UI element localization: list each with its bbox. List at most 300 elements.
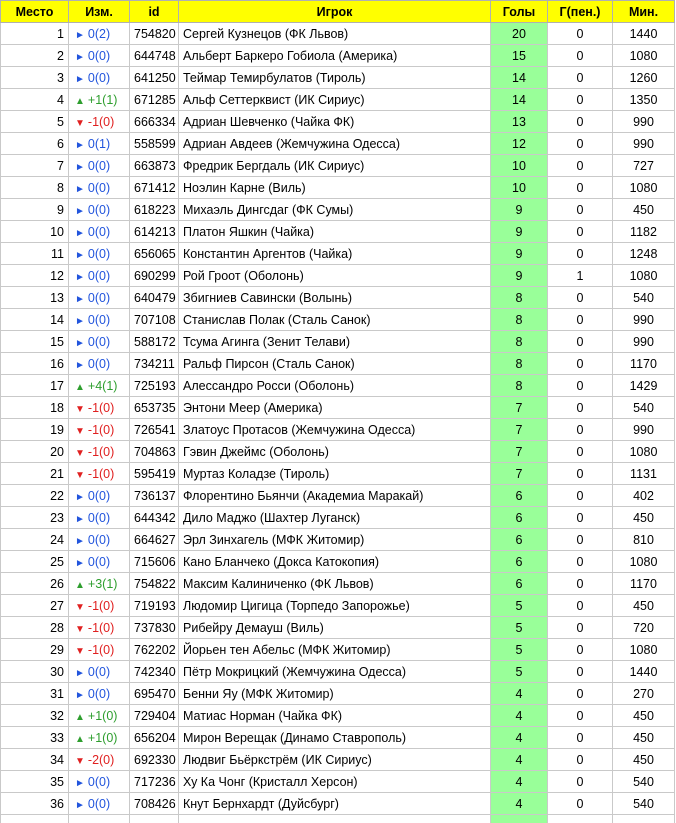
arrow-down-icon: ▼ — [75, 447, 85, 459]
change-value: 0(0) — [87, 290, 111, 305]
change-value: 0(0) — [87, 532, 111, 547]
penalties-cell: 0 — [548, 309, 613, 331]
change-value: -2(0) — [87, 752, 115, 767]
place-cell: 17 — [1, 375, 69, 397]
penalties-cell: 0 — [548, 331, 613, 353]
change-cell — [69, 551, 130, 573]
place-cell: 21 — [1, 463, 69, 485]
id-cell: 734211 — [130, 353, 179, 375]
id-cell: 644342 — [130, 507, 179, 529]
change-cell — [69, 771, 130, 793]
table-row[interactable] — [1, 595, 675, 617]
change-value: 0(0) — [87, 224, 111, 239]
id-cell: 762202 — [130, 639, 179, 661]
minutes-cell: 1080 — [613, 639, 675, 661]
id-cell: 754820 — [130, 23, 179, 45]
header-minutes[interactable]: Мин. — [613, 1, 675, 23]
change-value: 0(0) — [87, 796, 111, 811]
id-cell: 715606 — [130, 551, 179, 573]
place-cell: 29 — [1, 639, 69, 661]
change-value: -1(0) — [87, 444, 115, 459]
change-value: 0(0) — [87, 664, 111, 679]
minutes-cell: 1440 — [613, 661, 675, 683]
id-cell: 641250 — [130, 67, 179, 89]
change-value: 0(0) — [87, 70, 111, 85]
arrow-right-icon: ► — [75, 29, 85, 41]
table-row[interactable] — [1, 397, 675, 419]
goals-cell: 6 — [491, 485, 548, 507]
id-cell: 653735 — [130, 397, 179, 419]
player-cell: Мирон Верещак (Динамо Ставрополь) — [179, 727, 491, 749]
change-cell — [69, 331, 130, 353]
change-cell — [69, 221, 130, 243]
table-row[interactable] — [1, 199, 675, 221]
change-value: +4(1) — [87, 378, 118, 393]
player-cell: Альф Сеттерквист (ИК Сириус) — [179, 89, 491, 111]
table-row[interactable] — [1, 155, 675, 177]
table-row[interactable] — [1, 331, 675, 353]
player-cell: Рибейру Демауш (Виль) — [179, 617, 491, 639]
table-row[interactable] — [1, 793, 675, 815]
id-cell: 729404 — [130, 705, 179, 727]
player-cell: Константин Аргентов (Чайка) — [179, 243, 491, 265]
id-cell: 558599 — [130, 133, 179, 155]
change-cell — [69, 265, 130, 287]
goals-cell: 4 — [491, 749, 548, 771]
id-cell: 618223 — [130, 199, 179, 221]
change-value: 0(0) — [87, 356, 111, 371]
table-row-partial — [1, 815, 675, 823]
player-cell: Фредрик Бергдаль (ИК Сириус) — [179, 155, 491, 177]
change-value: 0(0) — [87, 510, 111, 525]
place-cell: 3 — [1, 67, 69, 89]
minutes-cell: 270 — [613, 683, 675, 705]
change-value: 0(0) — [87, 48, 111, 63]
change-cell — [69, 705, 130, 727]
change-cell — [69, 353, 130, 375]
goals-cell: 15 — [491, 45, 548, 67]
arrow-right-icon: ► — [75, 799, 85, 811]
table-row[interactable] — [1, 639, 675, 661]
player-cell: Ральф Пирсон (Сталь Санок) — [179, 353, 491, 375]
player-cell: Гэвин Джеймс (Оболонь) — [179, 441, 491, 463]
place-cell: 15 — [1, 331, 69, 353]
goals-cell: 13 — [491, 111, 548, 133]
minutes-cell: 540 — [613, 397, 675, 419]
goals-cell: 9 — [491, 221, 548, 243]
change-value: 0(0) — [87, 686, 111, 701]
table-row[interactable] — [1, 133, 675, 155]
header-goals[interactable]: Голы — [491, 1, 548, 23]
table-row[interactable] — [1, 441, 675, 463]
arrow-right-icon: ► — [75, 183, 85, 195]
player-cell: Эрл Зинхагель (МФК Житомир) — [179, 529, 491, 551]
table-row[interactable] — [1, 485, 675, 507]
change-value: -1(0) — [87, 620, 115, 635]
player-cell: Людвиг Бьёркстрём (ИК Сириус) — [179, 749, 491, 771]
arrow-up-icon: ▲ — [75, 381, 85, 393]
arrow-right-icon: ► — [75, 271, 85, 283]
table-row[interactable] — [1, 375, 675, 397]
change-cell — [69, 749, 130, 771]
change-cell — [69, 375, 130, 397]
change-cell — [69, 67, 130, 89]
table-row[interactable] — [1, 727, 675, 749]
penalties-cell: 0 — [548, 463, 613, 485]
player-cell: Матиас Норман (Чайка ФК) — [179, 705, 491, 727]
player-cell: Адриан Авдеев (Жемчужина Одесса) — [179, 133, 491, 155]
change-cell — [69, 485, 130, 507]
arrow-right-icon: ► — [75, 359, 85, 371]
change-cell — [69, 573, 130, 595]
id-cell: 595419 — [130, 463, 179, 485]
arrow-down-icon: ▼ — [75, 403, 85, 415]
goals-cell: 7 — [491, 419, 548, 441]
place-cell: 25 — [1, 551, 69, 573]
change-cell — [69, 661, 130, 683]
minutes-cell: 720 — [613, 617, 675, 639]
player-cell: Ху Ка Чонг (Кристалл Херсон) — [179, 771, 491, 793]
goals-cell: 5 — [491, 595, 548, 617]
table-row[interactable] — [1, 177, 675, 199]
change-cell — [69, 23, 130, 45]
table-row[interactable] — [1, 529, 675, 551]
player-cell: Муртаз Коладзе (Тироль) — [179, 463, 491, 485]
change-cell — [69, 111, 130, 133]
player-cell: Флорентино Бьянчи (Академиа Маракай) — [179, 485, 491, 507]
id-cell: 671412 — [130, 177, 179, 199]
table-row[interactable] — [1, 89, 675, 111]
minutes-cell: 1131 — [613, 463, 675, 485]
table-row[interactable] — [1, 683, 675, 705]
goals-cell: 4 — [491, 771, 548, 793]
goals-cell: 8 — [491, 375, 548, 397]
penalties-cell: 0 — [548, 243, 613, 265]
place-cell: 13 — [1, 287, 69, 309]
table-row[interactable] — [1, 463, 675, 485]
penalties-cell: 0 — [548, 507, 613, 529]
arrow-down-icon: ▼ — [75, 601, 85, 613]
arrow-right-icon: ► — [75, 535, 85, 547]
minutes-cell: 1080 — [613, 45, 675, 67]
arrow-right-icon: ► — [75, 689, 85, 701]
id-cell: 726541 — [130, 419, 179, 441]
player-cell: Златоус Протасов (Жемчужина Одесса) — [179, 419, 491, 441]
minutes-cell: 1182 — [613, 221, 675, 243]
player-cell: Михаэль Дингсдаг (ФК Сумы) — [179, 199, 491, 221]
place-cell: 26 — [1, 573, 69, 595]
empty-cell — [491, 815, 548, 823]
change-value: 0(0) — [87, 268, 111, 283]
table-row[interactable] — [1, 507, 675, 529]
change-cell — [69, 507, 130, 529]
place-cell: 18 — [1, 397, 69, 419]
table-row[interactable] — [1, 221, 675, 243]
change-value: -1(0) — [87, 466, 115, 481]
goals-cell: 9 — [491, 243, 548, 265]
table-row[interactable] — [1, 309, 675, 331]
goals-cell: 4 — [491, 683, 548, 705]
place-cell: 24 — [1, 529, 69, 551]
table-row[interactable] — [1, 243, 675, 265]
change-value: -1(0) — [87, 400, 115, 415]
place-cell: 6 — [1, 133, 69, 155]
place-cell: 35 — [1, 771, 69, 793]
place-cell: 28 — [1, 617, 69, 639]
arrow-right-icon: ► — [75, 667, 85, 679]
change-value: +1(0) — [87, 708, 118, 723]
arrow-right-icon: ► — [75, 249, 85, 261]
player-cell: Пётр Мокрицкий (Жемчужина Одесса) — [179, 661, 491, 683]
penalties-cell: 0 — [548, 67, 613, 89]
id-cell: 704863 — [130, 441, 179, 463]
empty-cell — [548, 815, 613, 823]
table-row[interactable] — [1, 749, 675, 771]
table-row[interactable] — [1, 287, 675, 309]
place-cell: 33 — [1, 727, 69, 749]
change-value: 0(0) — [87, 158, 111, 173]
arrow-right-icon: ► — [75, 139, 85, 151]
header-place[interactable]: Место — [1, 1, 69, 23]
change-cell — [69, 639, 130, 661]
goals-cell: 8 — [491, 331, 548, 353]
minutes-cell: 810 — [613, 529, 675, 551]
place-cell: 27 — [1, 595, 69, 617]
change-cell — [69, 617, 130, 639]
id-cell: 640479 — [130, 287, 179, 309]
id-cell: 656204 — [130, 727, 179, 749]
minutes-cell: 990 — [613, 111, 675, 133]
penalties-cell: 0 — [548, 221, 613, 243]
penalties-cell: 0 — [548, 419, 613, 441]
place-cell: 31 — [1, 683, 69, 705]
place-cell: 11 — [1, 243, 69, 265]
goals-cell: 8 — [491, 309, 548, 331]
change-cell — [69, 177, 130, 199]
change-value: 0(0) — [87, 774, 111, 789]
minutes-cell: 450 — [613, 507, 675, 529]
change-cell — [69, 243, 130, 265]
minutes-cell: 990 — [613, 419, 675, 441]
change-cell — [69, 155, 130, 177]
change-cell — [69, 595, 130, 617]
change-cell — [69, 199, 130, 221]
minutes-cell: 990 — [613, 133, 675, 155]
goals-cell: 7 — [491, 397, 548, 419]
place-cell: 22 — [1, 485, 69, 507]
player-cell: Платон Яшкин (Чайка) — [179, 221, 491, 243]
penalties-cell: 0 — [548, 551, 613, 573]
goals-cell: 5 — [491, 639, 548, 661]
header-change[interactable]: Изм. — [69, 1, 130, 23]
arrow-up-icon: ▲ — [75, 711, 85, 723]
arrow-up-icon: ▲ — [75, 579, 85, 591]
player-cell: Алессандро Росси (Оболонь) — [179, 375, 491, 397]
change-value: -1(0) — [87, 114, 115, 129]
place-cell: 2 — [1, 45, 69, 67]
place-cell: 32 — [1, 705, 69, 727]
player-cell: Дило Маджо (Шахтер Луганск) — [179, 507, 491, 529]
header-penalties[interactable]: Г(пен.) — [548, 1, 613, 23]
place-cell: 20 — [1, 441, 69, 463]
minutes-cell: 1080 — [613, 551, 675, 573]
table-row[interactable] — [1, 67, 675, 89]
header-player[interactable]: Игрок — [179, 1, 491, 23]
arrow-right-icon: ► — [75, 777, 85, 789]
penalties-cell: 0 — [548, 353, 613, 375]
id-cell: 656065 — [130, 243, 179, 265]
penalties-cell: 0 — [548, 397, 613, 419]
id-cell: 736137 — [130, 485, 179, 507]
change-cell — [69, 45, 130, 67]
player-cell: Людомир Цигица (Торпедо Запорожье) — [179, 595, 491, 617]
player-cell: Сергей Кузнецов (ФК Львов) — [179, 23, 491, 45]
change-cell — [69, 441, 130, 463]
player-cell: Кано Бланчеко (Докса Катокопия) — [179, 551, 491, 573]
arrow-right-icon: ► — [75, 293, 85, 305]
player-cell: Тсума Агинга (Зенит Телави) — [179, 331, 491, 353]
player-cell: Энтони Меер (Америка) — [179, 397, 491, 419]
id-cell: 588172 — [130, 331, 179, 353]
id-cell: 695470 — [130, 683, 179, 705]
goals-cell: 6 — [491, 529, 548, 551]
player-cell: Збигниев Савински (Волынь) — [179, 287, 491, 309]
penalties-cell: 0 — [548, 771, 613, 793]
place-cell: 14 — [1, 309, 69, 331]
change-cell — [69, 287, 130, 309]
table-row[interactable] — [1, 111, 675, 133]
table-row[interactable] — [1, 617, 675, 639]
penalties-cell: 0 — [548, 89, 613, 111]
penalties-cell: 0 — [548, 485, 613, 507]
player-cell: Максим Калиниченко (ФК Львов) — [179, 573, 491, 595]
minutes-cell: 990 — [613, 309, 675, 331]
change-value: 0(0) — [87, 312, 111, 327]
minutes-cell: 1248 — [613, 243, 675, 265]
minutes-cell: 727 — [613, 155, 675, 177]
penalties-cell: 0 — [548, 111, 613, 133]
table-row[interactable] — [1, 705, 675, 727]
minutes-cell: 1260 — [613, 67, 675, 89]
place-cell: 36 — [1, 793, 69, 815]
place-cell: 5 — [1, 111, 69, 133]
minutes-cell: 450 — [613, 199, 675, 221]
goals-cell: 7 — [491, 441, 548, 463]
goals-cell: 14 — [491, 89, 548, 111]
change-value: +3(1) — [87, 576, 118, 591]
minutes-cell: 402 — [613, 485, 675, 507]
change-cell — [69, 89, 130, 111]
header-id[interactable]: id — [130, 1, 179, 23]
minutes-cell: 1170 — [613, 353, 675, 375]
table-row[interactable] — [1, 353, 675, 375]
goals-cell: 4 — [491, 793, 548, 815]
place-cell: 1 — [1, 23, 69, 45]
goals-cell: 10 — [491, 155, 548, 177]
change-cell — [69, 309, 130, 331]
table-row[interactable] — [1, 551, 675, 573]
table-row[interactable] — [1, 573, 675, 595]
goals-cell: 9 — [491, 199, 548, 221]
change-cell — [69, 463, 130, 485]
player-cell: Рой Гроот (Оболонь) — [179, 265, 491, 287]
id-cell: 614213 — [130, 221, 179, 243]
penalties-cell: 0 — [548, 441, 613, 463]
id-cell: 666334 — [130, 111, 179, 133]
arrow-down-icon: ▼ — [75, 117, 85, 129]
arrow-right-icon: ► — [75, 73, 85, 85]
place-cell: 10 — [1, 221, 69, 243]
id-cell: 692330 — [130, 749, 179, 771]
table-row[interactable] — [1, 419, 675, 441]
table-row[interactable] — [1, 23, 675, 45]
goals-cell: 20 — [491, 23, 548, 45]
goals-cell: 4 — [491, 727, 548, 749]
goals-cell: 6 — [491, 507, 548, 529]
place-cell: 30 — [1, 661, 69, 683]
change-value: -1(0) — [87, 422, 115, 437]
table-row[interactable] — [1, 45, 675, 67]
empty-cell — [69, 815, 130, 823]
arrow-right-icon: ► — [75, 161, 85, 173]
player-cell: Теймар Темирбулатов (Тироль) — [179, 67, 491, 89]
id-cell: 754822 — [130, 573, 179, 595]
arrow-up-icon: ▲ — [75, 733, 85, 745]
penalties-cell: 0 — [548, 661, 613, 683]
minutes-cell: 1440 — [613, 23, 675, 45]
change-value: 0(1) — [87, 136, 111, 151]
id-cell: 707108 — [130, 309, 179, 331]
empty-cell — [613, 815, 675, 823]
change-value: 0(0) — [87, 488, 111, 503]
change-cell — [69, 793, 130, 815]
change-cell — [69, 683, 130, 705]
minutes-cell: 1429 — [613, 375, 675, 397]
goals-cell: 12 — [491, 133, 548, 155]
arrow-down-icon: ▼ — [75, 425, 85, 437]
arrow-right-icon: ► — [75, 51, 85, 63]
minutes-cell: 1170 — [613, 573, 675, 595]
change-value: 0(2) — [87, 26, 111, 41]
player-cell: Бенни Яу (МФК Житомир) — [179, 683, 491, 705]
table-row[interactable] — [1, 661, 675, 683]
place-cell: 16 — [1, 353, 69, 375]
penalties-cell: 0 — [548, 45, 613, 67]
change-value: -1(0) — [87, 598, 115, 613]
id-cell: 719193 — [130, 595, 179, 617]
arrow-right-icon: ► — [75, 491, 85, 503]
place-cell: 23 — [1, 507, 69, 529]
penalties-cell: 0 — [548, 133, 613, 155]
minutes-cell: 1080 — [613, 441, 675, 463]
penalties-cell: 0 — [548, 199, 613, 221]
penalties-cell: 1 — [548, 265, 613, 287]
penalties-cell: 0 — [548, 23, 613, 45]
table-row[interactable] — [1, 771, 675, 793]
penalties-cell: 0 — [548, 287, 613, 309]
goals-cell: 6 — [491, 573, 548, 595]
place-cell: 9 — [1, 199, 69, 221]
player-cell: Йорьен тен Абельс (МФК Житомир) — [179, 639, 491, 661]
arrow-down-icon: ▼ — [75, 623, 85, 635]
table-row[interactable] — [1, 265, 675, 287]
goals-cell: 9 — [491, 265, 548, 287]
penalties-cell: 0 — [548, 683, 613, 705]
minutes-cell: 990 — [613, 331, 675, 353]
change-value: -1(0) — [87, 642, 115, 657]
penalties-cell: 0 — [548, 705, 613, 727]
id-cell: 737830 — [130, 617, 179, 639]
